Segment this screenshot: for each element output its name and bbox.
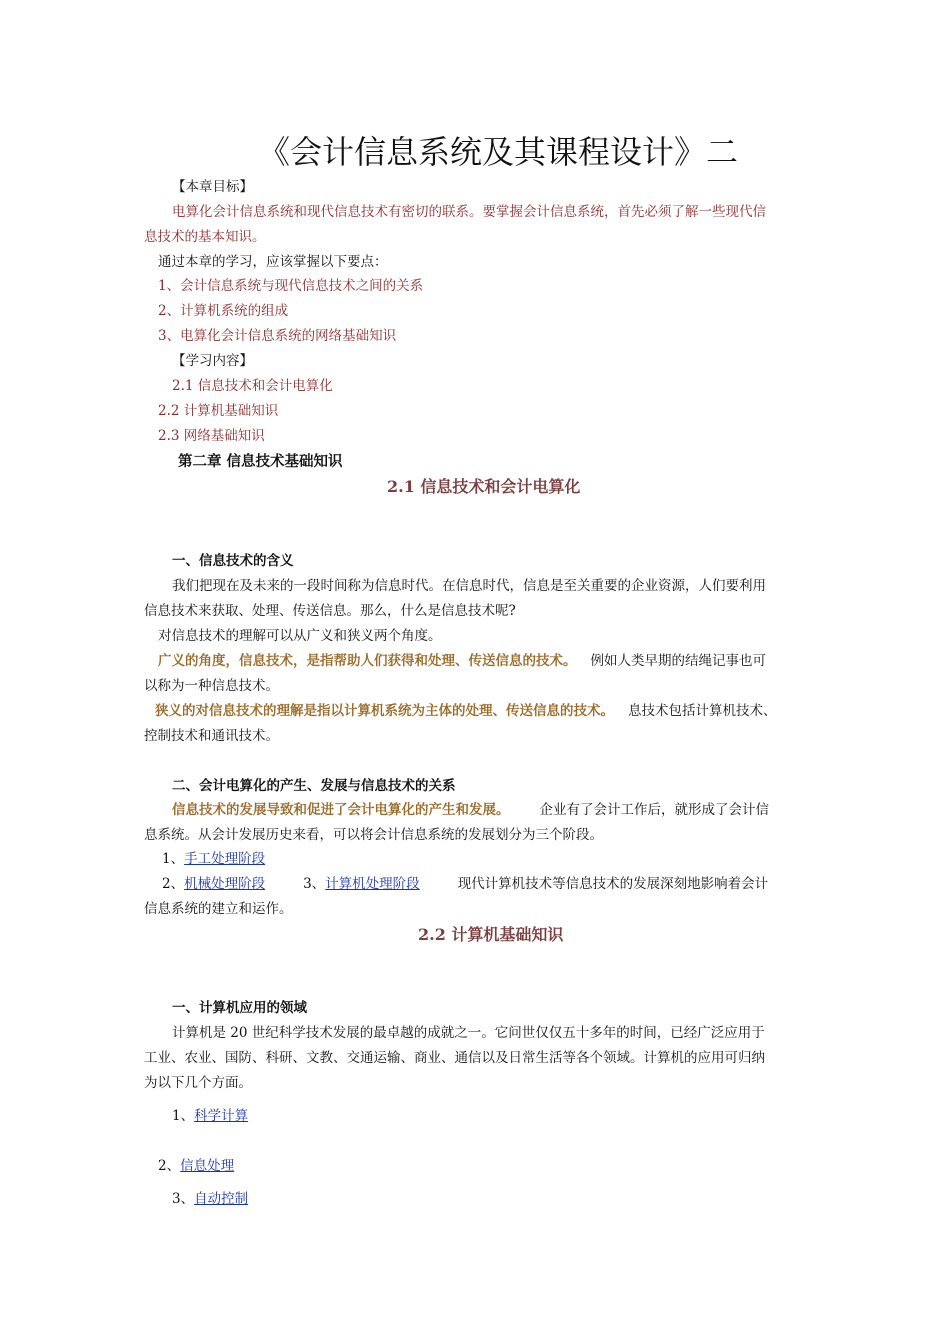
stage-3-link[interactable]: 计算机处理阶段 bbox=[325, 876, 420, 892]
intro-line-2: 息技术的基本知识。 bbox=[144, 229, 266, 245]
s1-p4-line2: 控制技术和通讯技术。 bbox=[144, 728, 279, 744]
s3-heading: 一、计算机应用的领域 bbox=[172, 1000, 307, 1016]
narrow-detail: 息技术包括计算机技术、 bbox=[628, 703, 777, 719]
broad-example: 例如人类早期的结绳记事也可 bbox=[590, 653, 766, 669]
application-2-number: 2、 bbox=[158, 1158, 181, 1174]
information-processing-link[interactable]: 信息处理 bbox=[180, 1158, 235, 1174]
s1-p3-line2: 以称为一种信息技术。 bbox=[144, 678, 279, 694]
scientific-computing-link[interactable]: 科学计算 bbox=[194, 1108, 249, 1124]
s3-p1-line2: 工业、农业、国防、科研、文教、交通运输、商业、通信以及日常生活等各个领域。计算机的应用可归纳 bbox=[144, 1050, 765, 1066]
narrow-definition: 狭义的对信息技术的理解是指以计算机系统为主体的处理、传送信息的技术。 bbox=[155, 703, 614, 719]
point-1: 1、会计信息系统与现代信息技术之间的关系 bbox=[158, 278, 424, 294]
section-2-2-heading: 2.2 计算机基础知识 bbox=[418, 925, 564, 944]
s2-heading: 二、会计电算化的产生、发展与信息技术的关系 bbox=[172, 778, 456, 794]
development-detail: 企业有了会计工作后，就形成了会计信 bbox=[539, 802, 769, 818]
application-1-number: 1、 bbox=[172, 1108, 195, 1124]
s1-p1-line1: 我们把现在及未来的一段时间称为信息时代。在信息时代，信息是至关重要的企业资源，人们要利用 bbox=[172, 578, 766, 594]
development-statement: 信息技术的发展导致和促进了会计电算化的产生和发展。 bbox=[172, 802, 510, 818]
stage-detail-line2: 信息系统的建立和运作。 bbox=[144, 901, 293, 917]
application-3 bbox=[172, 1193, 248, 1207]
s1-p2: 对信息技术的理解可以从广义和狭义两个角度。 bbox=[158, 628, 442, 644]
application-1 bbox=[172, 1110, 248, 1124]
stage-2-number: 2、 bbox=[162, 876, 185, 892]
s1-p1-line2: 信息技术来获取、处理、传送信息。那么，什么是信息技术呢? bbox=[144, 603, 516, 619]
point-2: 2、计算机系统的组成 bbox=[158, 303, 289, 319]
intro-line-1: 电算化会计信息系统和现代信息技术有密切的联系。要掌握会计信息系统，首先必须了解一些现代信 bbox=[172, 204, 766, 220]
s2-p1-line1 bbox=[172, 804, 769, 818]
learn-intro: 通过本章的学习，应该掌握以下要点： bbox=[158, 254, 388, 270]
stage-1-number: 1、 bbox=[162, 851, 185, 867]
stage-1-link[interactable]: 手工处理阶段 bbox=[184, 851, 266, 867]
broad-definition: 广义的角度，信息技术，是指帮助人们获得和处理、传送信息的技术。 bbox=[158, 653, 577, 669]
s1-p3-line1 bbox=[158, 655, 766, 669]
content-heading: 【学习内容】 bbox=[172, 353, 253, 369]
document-title: 《会计信息系统及其课程设计》二 bbox=[258, 133, 739, 171]
application-3-number: 3、 bbox=[172, 1191, 195, 1207]
s1-heading: 一、信息技术的含义 bbox=[172, 553, 294, 569]
s2-p1-line2: 息系统。从会计发展历史来看，可以将会计信息系统的发展划分为三个阶段。 bbox=[144, 827, 603, 843]
stage-3-number: 3、 bbox=[303, 876, 326, 892]
stage-detail: 现代计算机技术等信息技术的发展深刻地影响着会计 bbox=[457, 876, 769, 892]
content-item-1: 2.1 信息技术和会计电算化 bbox=[172, 378, 333, 394]
section-2-1-heading: 2.1 信息技术和会计电算化 bbox=[387, 477, 581, 496]
automatic-control-link[interactable]: 自动控制 bbox=[194, 1191, 249, 1207]
s3-p1-line1: 计算机是 20 世纪科学技术发展的最卓越的成就之一。它问世仅仅五十多年的时间，已经广泛应用于 bbox=[172, 1025, 765, 1041]
stage-1 bbox=[162, 853, 265, 867]
objective-heading: 【本章目标】 bbox=[172, 179, 253, 195]
s1-p4-line1 bbox=[155, 705, 777, 719]
content-item-2: 2.2 计算机基础知识 bbox=[158, 403, 279, 419]
application-2 bbox=[158, 1160, 234, 1174]
chapter-heading: 第二章 信息技术基础知识 bbox=[178, 454, 343, 470]
content-item-3: 2.3 网络基础知识 bbox=[158, 428, 265, 444]
stage-2-link[interactable]: 机械处理阶段 bbox=[184, 876, 266, 892]
s3-p1-line3: 为以下几个方面。 bbox=[144, 1075, 252, 1091]
stage-2-3 bbox=[162, 878, 768, 892]
point-3: 3、电算化会计信息系统的网络基础知识 bbox=[158, 328, 397, 344]
